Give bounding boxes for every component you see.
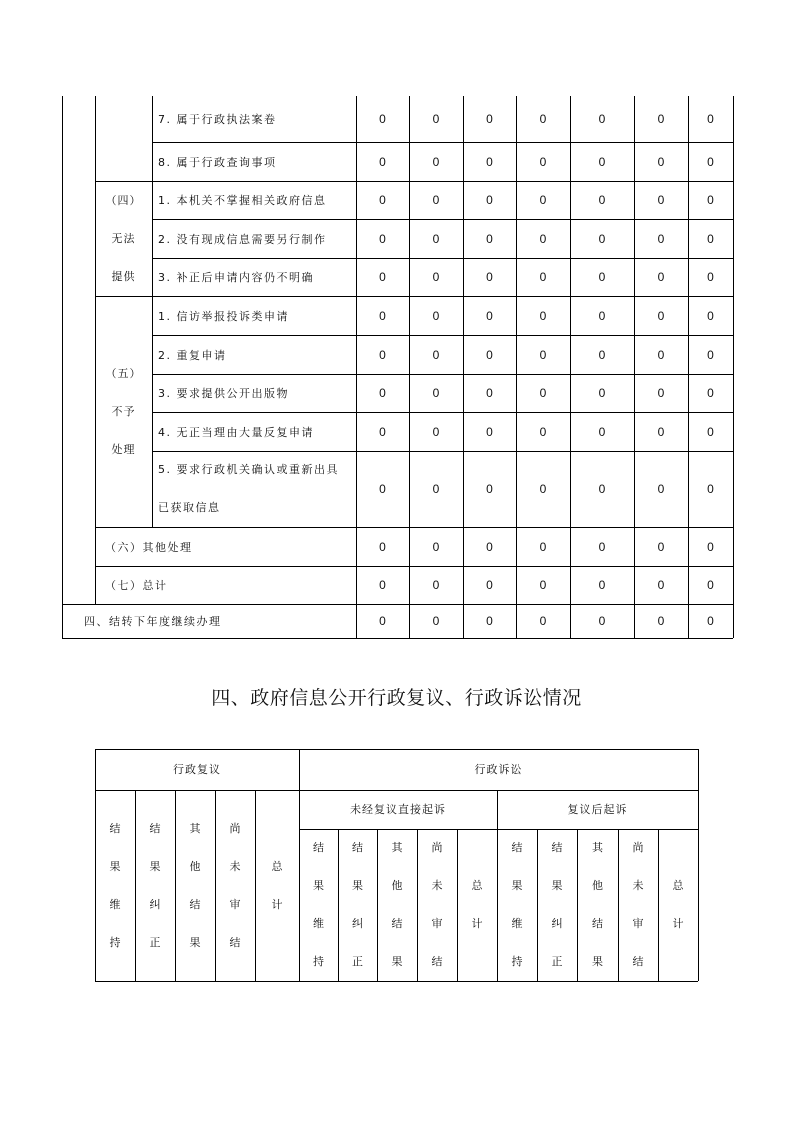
value-cell: 0 (432, 539, 440, 554)
value-cell: 0 (657, 231, 665, 246)
col-header-char: 他 (592, 879, 603, 892)
value-cell: 0 (707, 614, 714, 628)
value-cell: 0 (539, 386, 547, 400)
col-header-char: 正 (352, 955, 363, 968)
col-header-char: 结 (229, 935, 241, 949)
col-header-char: 果 (352, 879, 363, 892)
value-cell: 0 (486, 578, 493, 592)
value-cell: 0 (379, 539, 386, 554)
value-cell: 0 (432, 386, 440, 400)
col-header-char: 审 (632, 917, 644, 930)
row-label: 1. 信访举报投诉类申请 (158, 309, 289, 323)
col-header-char: 其 (592, 841, 603, 854)
col-header-char: 果 (592, 955, 603, 968)
row-label-line: 5. 要求行政机关确认或重新出具 (158, 463, 339, 476)
value-cell: 0 (707, 424, 714, 439)
after-col-header (658, 867, 698, 943)
after-col-header (497, 829, 537, 981)
after-review-suit-header: 复议后起诉 (567, 803, 628, 816)
col-header-char: 纠 (551, 917, 563, 930)
row-label: 8. 属于行政查询事项 (158, 155, 277, 169)
value-cell: 0 (432, 424, 440, 439)
value-cell: 0 (707, 112, 714, 126)
value-cell: 0 (657, 154, 665, 169)
group-label-line: 不予 (111, 404, 136, 418)
value-cell: 0 (657, 539, 665, 554)
col-header-char: 正 (149, 935, 161, 949)
value-cell: 0 (657, 424, 665, 439)
value-cell: 0 (432, 347, 440, 362)
value-cell: 0 (598, 424, 606, 439)
review-col-header (135, 810, 175, 962)
row-label-line: 已获取信息 (158, 501, 221, 514)
value-cell: 0 (432, 308, 440, 323)
col-header-char: 结 (189, 897, 201, 911)
col-header-char: 持 (511, 955, 523, 968)
value-cell: 0 (657, 112, 665, 126)
group-label-line: （五） (105, 366, 142, 380)
value-cell: 0 (707, 347, 714, 362)
value-cell: 0 (707, 231, 714, 246)
col-header-char: 未 (632, 879, 644, 892)
col-header-char: 纠 (352, 917, 363, 930)
value-cell: 0 (598, 231, 606, 246)
value-cell: 0 (379, 482, 386, 496)
col-header-char: 结 (511, 841, 523, 854)
value-cell: 0 (486, 424, 493, 439)
direct-col-header (417, 829, 457, 981)
value-cell: 0 (539, 578, 547, 592)
value-cell: 0 (707, 578, 714, 592)
row-label: 1. 本机关不掌握相关政府信息 (158, 194, 327, 207)
col-header-char: 持 (109, 935, 121, 949)
col-header-char: 果 (391, 955, 403, 968)
value-cell: 0 (539, 614, 547, 628)
col-header-char: 未 (431, 879, 443, 892)
value-cell: 0 (486, 539, 493, 554)
table-rule (698, 749, 699, 981)
after-col-header (537, 829, 577, 981)
review-col-header (175, 810, 215, 962)
value-cell: 0 (707, 270, 714, 284)
col-header-char: 结 (313, 841, 324, 854)
value-cell: 0 (657, 270, 665, 284)
review-col-header (215, 810, 255, 962)
group-label-four (95, 182, 152, 296)
value-cell: 0 (486, 482, 493, 496)
value-cell: 0 (379, 386, 386, 400)
value-cell: 0 (707, 154, 714, 169)
col-header-char: 果 (149, 859, 161, 873)
col-header-char: 维 (313, 917, 324, 930)
col-header-char: 计 (672, 917, 684, 930)
value-cell: 0 (539, 154, 547, 169)
value-cell: 0 (379, 193, 386, 207)
review-col-header (95, 810, 135, 962)
value-cell: 0 (598, 539, 606, 554)
table-rule (95, 981, 698, 982)
value-cell: 0 (598, 614, 606, 628)
value-cell: 0 (539, 347, 547, 362)
direct-col-header (299, 829, 338, 981)
value-cell: 0 (707, 482, 714, 496)
after-col-header (618, 829, 658, 981)
value-cell: 0 (539, 308, 547, 323)
value-cell: 0 (598, 270, 606, 284)
direct-col-header (457, 867, 497, 943)
col-header-char: 结 (109, 821, 121, 835)
value-cell: 0 (598, 578, 606, 592)
row-label: 4. 无正当理由大量反复申请 (158, 425, 314, 439)
value-cell: 0 (598, 308, 606, 323)
col-header-char: 维 (511, 917, 523, 930)
col-header-char: 结 (149, 821, 161, 835)
value-cell: 0 (379, 347, 386, 362)
col-header-char: 其 (189, 821, 201, 835)
value-cell: 0 (598, 112, 606, 126)
direct-suit-header: 未经复议直接起诉 (350, 803, 446, 816)
table-rule (62, 96, 63, 638)
value-cell: 0 (539, 193, 547, 207)
value-cell: 0 (486, 193, 493, 207)
col-header-char: 未 (229, 859, 241, 873)
col-header-char: 维 (109, 897, 121, 911)
value-cell: 0 (598, 386, 606, 400)
col-header-char: 结 (391, 917, 403, 930)
value-cell: 0 (432, 112, 440, 126)
value-cell: 0 (657, 347, 665, 362)
value-cell: 0 (379, 112, 386, 126)
value-cell: 0 (539, 424, 547, 439)
col-header-char: 尚 (431, 841, 443, 854)
col-header-char: 结 (592, 917, 603, 930)
value-cell: 0 (432, 270, 440, 284)
col-header-char: 总 (672, 879, 684, 892)
group-label-line: 无法 (111, 231, 136, 245)
col-header-char: 总 (471, 879, 483, 892)
value-cell: 0 (432, 193, 440, 207)
row-label: 2. 没有现成信息需要另行制作 (158, 232, 327, 246)
table-rule (62, 638, 733, 639)
value-cell: 0 (657, 482, 665, 496)
value-cell: 0 (657, 193, 665, 207)
col-header-char: 正 (551, 955, 563, 968)
direct-col-header (338, 829, 377, 981)
value-cell: 0 (598, 482, 606, 496)
value-cell: 0 (379, 231, 386, 246)
value-cell: 0 (379, 424, 386, 439)
value-cell: 0 (539, 112, 547, 126)
row-label: 3. 补正后申请内容仍不明确 (158, 271, 314, 284)
value-cell: 0 (379, 578, 386, 592)
value-cell: 0 (657, 614, 665, 628)
value-cell: 0 (432, 614, 440, 628)
col-header-char: 果 (109, 859, 121, 873)
row-label: 2. 重复申请 (158, 348, 227, 362)
review-header: 行政复议 (173, 763, 221, 776)
value-cell: 0 (707, 193, 714, 207)
value-cell: 0 (432, 231, 440, 246)
col-header-char: 总 (271, 859, 283, 873)
section-title: 四、政府信息公开行政复议、行政诉讼情况 (211, 687, 582, 709)
value-cell: 0 (379, 270, 386, 284)
value-cell: 0 (486, 112, 493, 126)
row-label: 7. 属于行政执法案卷 (158, 113, 277, 126)
col-header-char: 他 (189, 859, 201, 873)
value-cell: 0 (486, 270, 493, 284)
value-cell: 0 (486, 386, 493, 400)
col-header-char: 计 (271, 897, 283, 911)
value-cell: 0 (598, 347, 606, 362)
value-cell: 0 (707, 386, 714, 400)
value-cell: 0 (707, 308, 714, 323)
col-header-char: 计 (471, 917, 483, 930)
row-label: 3. 要求提供公开出版物 (158, 387, 289, 400)
col-header-char: 持 (313, 955, 324, 968)
col-header-char: 果 (313, 879, 324, 892)
value-cell: 0 (707, 539, 714, 554)
litigation-header: 行政诉讼 (474, 763, 523, 776)
group-label-five (95, 355, 152, 469)
value-cell: 0 (379, 614, 386, 628)
group-label-line: 处理 (111, 442, 136, 456)
value-cell: 0 (432, 578, 440, 592)
value-cell: 0 (539, 539, 547, 554)
value-cell: 0 (598, 154, 606, 169)
value-cell: 0 (486, 347, 493, 362)
col-header-char: 结 (431, 955, 443, 968)
row-label (152, 451, 356, 527)
col-header-char: 结 (352, 841, 363, 854)
value-cell: 0 (432, 482, 440, 496)
value-cell: 0 (486, 614, 493, 628)
review-col-header (255, 848, 299, 924)
col-header-char: 纠 (149, 897, 161, 911)
col-header-char: 审 (229, 897, 241, 911)
value-cell: 0 (539, 270, 547, 284)
value-cell: 0 (486, 308, 493, 323)
col-header-char: 尚 (632, 841, 644, 854)
col-header-char: 果 (551, 879, 563, 892)
col-header-char: 尚 (229, 821, 241, 835)
table-rule (733, 96, 734, 638)
row-label: （七）总计 (105, 579, 168, 592)
value-cell: 0 (379, 154, 386, 169)
col-header-char: 果 (189, 935, 201, 949)
value-cell: 0 (539, 231, 547, 246)
value-cell: 0 (432, 154, 440, 169)
row-label: 四、结转下年度继续办理 (84, 615, 222, 628)
value-cell: 0 (379, 308, 386, 323)
value-cell: 0 (657, 578, 665, 592)
col-header-char: 他 (391, 879, 403, 892)
value-cell: 0 (486, 231, 493, 246)
col-header-char: 结 (632, 955, 644, 968)
col-header-char: 结 (551, 841, 563, 854)
row-label: （六）其他处理 (105, 540, 193, 554)
group-label-line: （四） (105, 193, 142, 207)
col-header-char: 其 (391, 841, 403, 854)
direct-col-header (377, 829, 417, 981)
value-cell: 0 (657, 386, 665, 400)
value-cell: 0 (657, 308, 665, 323)
after-col-header (577, 829, 618, 981)
value-cell: 0 (598, 193, 606, 207)
value-cell: 0 (486, 154, 493, 169)
col-header-char: 审 (431, 917, 443, 930)
value-cell: 0 (539, 482, 547, 496)
col-header-char: 果 (511, 879, 523, 892)
group-label-line: 提供 (111, 269, 136, 283)
